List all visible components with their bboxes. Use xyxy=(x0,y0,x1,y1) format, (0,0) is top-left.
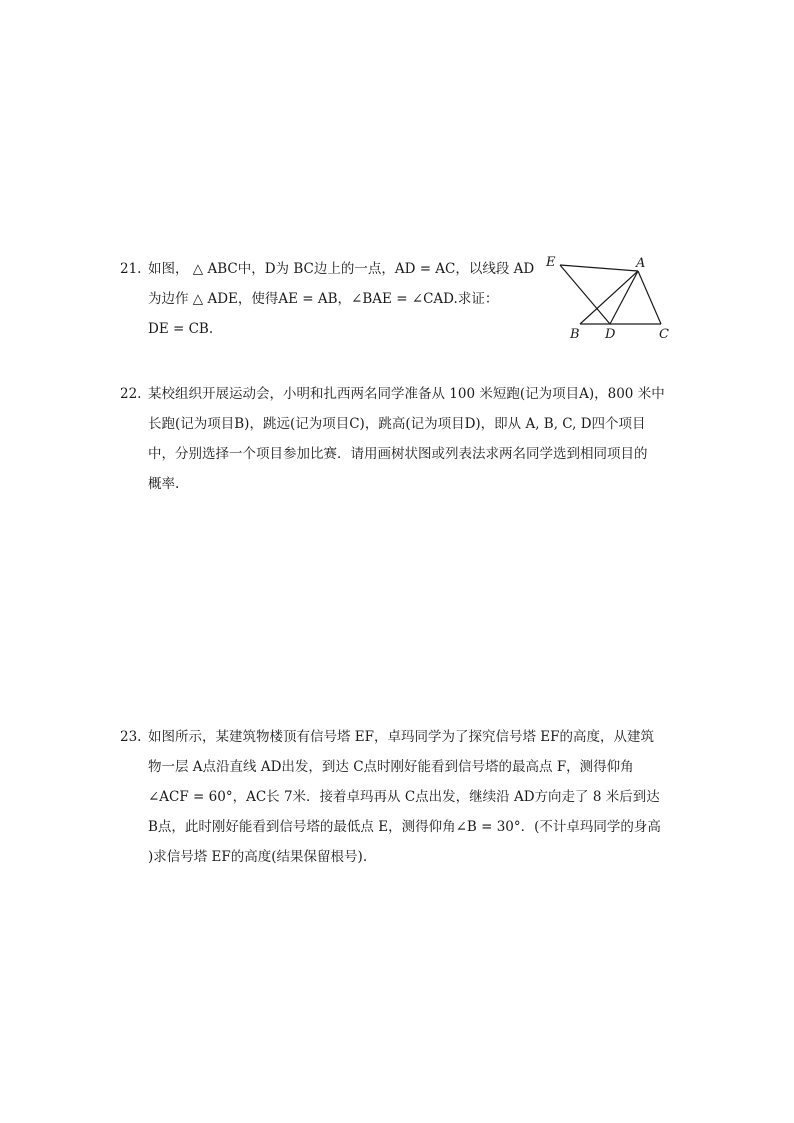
problem-22 xyxy=(120,379,665,499)
problem-text-line: DE = CB. xyxy=(148,321,214,337)
problem-text-line: 某校组织开展运动会，小明和扎西两名同学准备从 100 米短跑(记为项目A)，800 米中 xyxy=(148,386,665,402)
problem-number: 22. xyxy=(120,386,142,402)
problem-text-line: 概率. xyxy=(148,476,180,492)
problem-text-line: ∠ACF = 60°，AC长 7米．接着卓玛再从 C点出发，继续沿 AD方向走了 8 米后到达 xyxy=(148,789,660,805)
problem-23 xyxy=(120,722,661,872)
problem-text-line: )求信号塔 EF的高度(结果保留根号). xyxy=(148,849,368,865)
label-b: B xyxy=(570,327,580,342)
problem-text-line: 长跑(记为项目B)，跳远(记为项目C)，跳高(记为项目D)，即从 A, B, C, D四个项目 xyxy=(148,416,646,432)
segment-ea xyxy=(560,265,638,271)
problem-text-line: B点，此时刚好能看到信号塔的最低点 E，测得仰角∠B = 30°．(不计卓玛同学的身高 xyxy=(148,819,661,835)
problem-text-line: 物一层 A点沿直线 AD出发，到达 C点时刚好能看到信号塔的最高点 F，测得仰角 xyxy=(148,759,634,775)
problem-text-line: 为边作 △ ADE，使得AE = AB，∠BAE = ∠CAD.求证： xyxy=(148,291,499,307)
label-c: C xyxy=(659,327,669,342)
problem-text-line: 中，分别选择一个项目参加比赛．请用画树状图或列表法求两名同学选到相同项目的 xyxy=(148,446,648,462)
segment-ed xyxy=(560,265,610,324)
problem-text-line: 如图所示，某建筑物楼顶有信号塔 EF，卓玛同学为了探究信号塔 EF的高度，从建筑 xyxy=(148,729,655,745)
problem-number: 23. xyxy=(120,729,142,745)
segment-ac xyxy=(638,271,661,324)
label-d: D xyxy=(605,327,616,342)
problem-number: 21. xyxy=(120,261,142,277)
segment-ad xyxy=(610,271,638,324)
label-e: E xyxy=(546,255,556,270)
triangle-figure xyxy=(540,250,680,345)
segment-ab xyxy=(580,271,638,324)
label-a: A xyxy=(636,256,646,271)
problem-text-line: 如图， △ ABC中，D为 BC边上的一点，AD = AC，以线段 AD xyxy=(148,261,535,277)
problem-21 xyxy=(120,254,534,344)
